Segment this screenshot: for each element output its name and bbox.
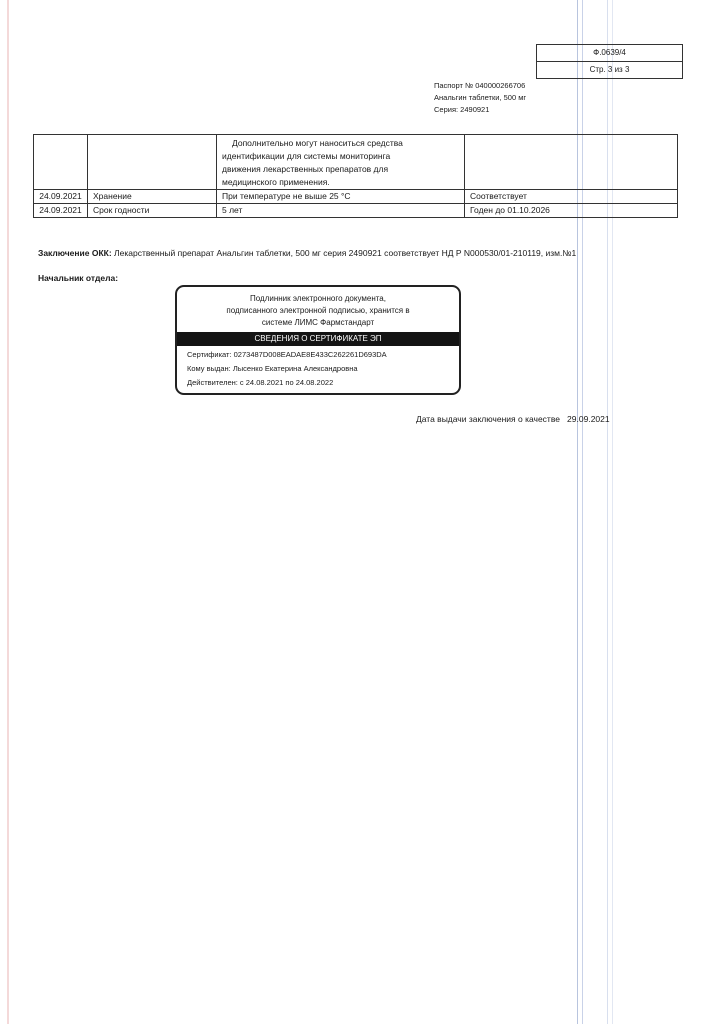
requirement-cell: 5 лет <box>217 204 465 218</box>
certificate-issued-to: Кому выдан: Лысенко Екатерина Александровна <box>187 364 358 373</box>
table-row <box>34 135 678 190</box>
form-code: Ф.0639/4 <box>593 48 626 57</box>
date-cell: 24.09.2021 <box>34 204 88 218</box>
table-row <box>34 190 678 204</box>
conclusion <box>38 246 578 260</box>
scan-artifact-line <box>7 0 9 1024</box>
passport-number: Паспорт № 040000266706 <box>434 81 526 90</box>
certificate-info-bar: СВЕДЕНИЯ О СЕРТИФИКАТЕ ЭП <box>177 332 459 346</box>
certificate-number: Сертификат: 0273487D008EADAE8E433C262261D693DA <box>187 350 387 359</box>
requirement-cell <box>217 135 465 190</box>
issue-date: Дата выдачи заключения о качестве 29.09.2021 <box>416 414 610 424</box>
parameter-cell <box>88 135 217 190</box>
requirement-line: медицинского применения. <box>222 177 330 187</box>
head-of-department-label: Начальник отдела: <box>38 273 119 283</box>
stamp-line: Подлинник электронного документа, <box>250 294 386 303</box>
electronic-signature-stamp <box>175 285 461 395</box>
page-number: Стр. 3 из 3 <box>537 61 682 78</box>
result-cell: Соответствует <box>465 190 678 204</box>
product-name: Анальгин таблетки, 500 мг <box>434 93 527 102</box>
requirement-cell: При температуре не выше 25 °С <box>217 190 465 204</box>
date-cell: 24.09.2021 <box>34 190 88 204</box>
passport-block <box>434 80 526 116</box>
stamp-line: подписанного электронной подписью, хранится в <box>226 306 410 315</box>
stamp-line: системе ЛИМС Фармстандарт <box>261 318 375 327</box>
certificate-validity: Действителен: с 24.08.2021 по 24.08.2022 <box>187 378 334 387</box>
requirement-line: движения лекарственных препаратов для <box>222 164 389 174</box>
date-cell <box>34 135 88 190</box>
requirement-line: Дополнительно могут наноситься средства <box>232 138 403 148</box>
result-cell <box>465 135 678 190</box>
results-table <box>33 134 678 218</box>
series-number: Серия: 2490921 <box>434 105 490 114</box>
conclusion-text: Лекарственный препарат Анальгин таблетки, 500 мг серия 2490921 соответствует НД Р N000530/01-210119, изм.№1 <box>111 248 577 258</box>
parameter-cell: Хранение <box>88 190 217 204</box>
parameter-cell: Срок годности <box>88 204 217 218</box>
requirement-line: идентификации для системы мониторинга <box>222 151 391 161</box>
conclusion-label: Заключение ОКК: <box>38 248 112 258</box>
form-code-box <box>536 44 683 79</box>
table-row <box>34 204 678 218</box>
result-cell: Годен до 01.10.2026 <box>465 204 678 218</box>
